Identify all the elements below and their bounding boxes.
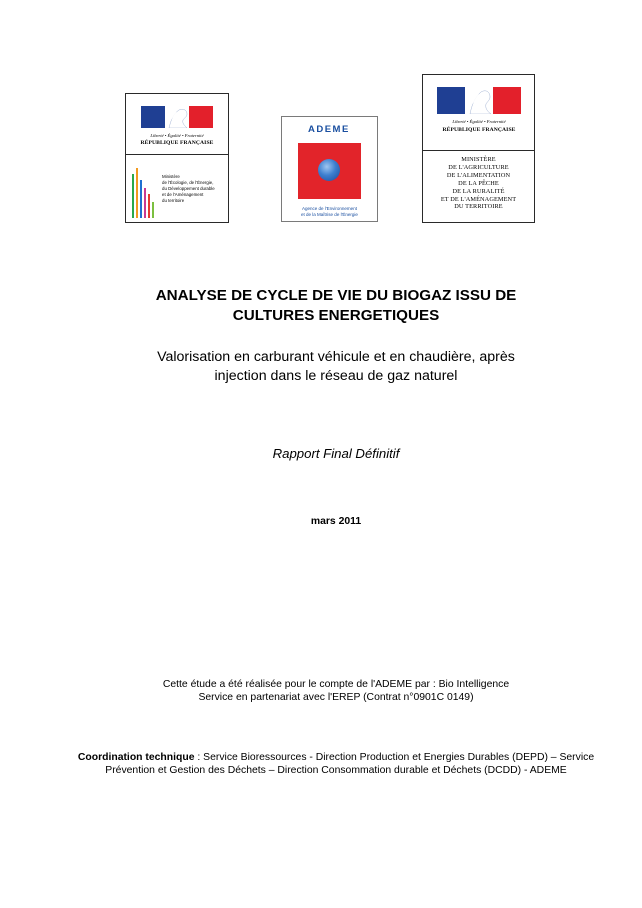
republic-name: RÉPUBLIQUE FRANÇAISE [442,127,516,133]
ministry-agriculture-logo [422,74,535,223]
ademe-logo [281,116,378,222]
republic-name: RÉPUBLIQUE FRANÇAISE [140,140,214,146]
coordination-label: Coordination technique [77,752,195,763]
document-subtitle: Valorisation en carburant véhicule et en chaudière, après injection dans le réseau de gaz naturel [157,349,515,384]
color-stripe [140,180,142,218]
republic-motto: Liberté • Égalité • Fraternité [452,119,506,124]
report-type: Rapport Final Définitif [272,446,400,461]
logo-separator [423,150,534,151]
marianne-icon [465,87,495,114]
color-stripe [148,194,150,218]
ademe-caption: Agence de l'Environnement et de la Maîtrise de l'Énergie [301,206,358,217]
ministry-ecology-logo [125,93,229,223]
realised-by-statement: Cette étude a été réalisée pour le compte de l'ADEME par : Bio Intelligence Service en partenariat avec l'EREP (Contrat n°0901C 0149) [162,679,510,703]
document-title: ANALYSE DE CYCLE DE VIE DU BIOGAZ ISSU DE CULTURES ENERGETIQUES [155,287,517,324]
republic-motto: Liberté • Égalité • Fraternité [150,133,204,138]
globe-icon [318,159,340,181]
coordination-text: : Service Bioressources - Direction Production et Energies Durables (DEPD) – Service Prévention et Gestion des Déchets – Direction Consommation durable et Déchets (DCDD) - ADEME [105,752,595,776]
ministry-name: Ministère de l'Écologie, de l'Énergie, du Développement durable et de l'Aménagement du territoire [162,174,215,203]
color-stripe [152,202,154,218]
report-date: mars 2011 [310,516,362,527]
color-stripe [132,174,134,218]
coordination-statement [60,751,612,777]
logo-separator [126,154,228,155]
ministry-name: MINISTÈRE DE L'AGRICULTURE DE L'ALIMENTATION DE LA PÊCHE DE LA RURALITÉ ET DE L'AMÉNAGEMENT DU TERRITOIRE [440,156,517,211]
marianne-icon [165,106,191,128]
color-stripe [144,188,146,218]
color-stripe [136,168,138,218]
ademe-name: ADEME [308,124,350,135]
